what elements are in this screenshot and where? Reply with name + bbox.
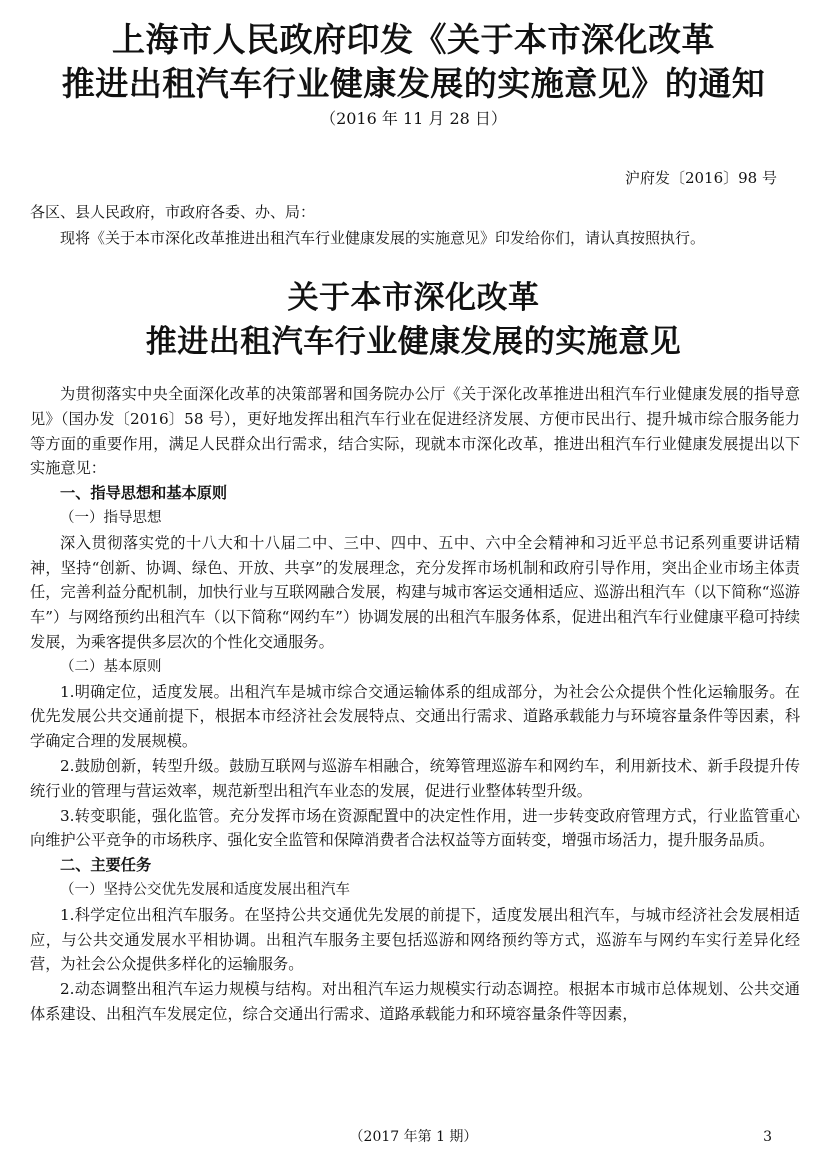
opinion-title-line2: 推进出租汽车行业健康发展的实施意见 [145,324,682,360]
body-paragraph: 1.明确定位，适度发展。出租汽车是城市综合交通运输体系的组成部分，为社会公众提供个性化运输服务。在优先发展公共交通前提下，根据本市经济社会发展特点、交通出行需求、道路承载能力与环境容量条件等因素，科学确定合理的发展规模。 [30,682,800,751]
section-heading: 二、主要任务 [60,856,152,875]
opinion-body [30,382,800,1027]
body-paragraph: 1.科学定位出租汽车服务。在坚持公共交通优先发展的前提下，适度发展出租汽车，与城市经济社会发展相适应，与公共交通发展水平相协调。出租汽车服务主要包括巡游和网络预约等方式，巡游车与网约车实行差异化经营，为社会公众提供多样化的运输服务。 [30,905,800,974]
addressee: 各区、县人民政府，市政府各委、办、局： [30,203,316,221]
opinion-title-line1: 关于本市深化改革 [287,280,540,316]
body-paragraph: 3.转变职能，强化监管。充分发挥市场在资源配置中的决定性作用，进一步转变政府管理方式，行业监管重心向维护公平竞争的市场秩序、强化安全监管和保障消费者合法权益等方面转变，增强市场活力，提升服务品质。 [30,806,800,850]
footer-page-number: 3 [763,1129,772,1145]
subsection-heading: （二）基本原则 [60,658,162,675]
body-paragraph: 2.动态调整出租汽车运力规模与结构。对出租汽车运力规模实行动态调控。根据本市城市总体规划、公共交通体系建设、出租汽车发展定位，综合交通出行需求、道路承载能力和环境容量条件等因素， [30,980,800,1023]
body-paragraph: 为贯彻落实中央全面深化改革的决策部署和国务院办公厅《关于深化改革推进出租汽车行业健康发展的指导意见》（国办发〔2016〕58 号），更好地发挥出租汽车行业在促进经济发展、方便市民出行、提升城市综合服务能力等方面的重要作用，满足人民群众出行需求，结合实际，现就本市深化改革，推进出租汽车行业健康发展提出以下实施意见： [30,385,800,478]
subsection-heading: （一）坚持公交优先发展和适度发展出租汽车 [60,881,350,898]
notice-title-line1: 上海市人民政府印发《关于本市深化改革 [112,20,715,59]
notice-date: （2016 年 11 月 28 日） [320,109,507,128]
section-heading: 一、指导思想和基本原则 [60,484,228,503]
footer-issue: （2017 年第 1 期） [349,1129,478,1145]
body-paragraph: 深入贯彻落实党的十八大和十八届二中、三中、四中、五中、六中全会精神和习近平总书记系列重要讲话精神，坚持“创新、协调、绿色、开放、共享”的发展理念，充分发挥市场机制和政府引导作用，突出企业市场主体责任，完善利益分配机制，加快行业与互联网融合发展，构建与城市客运交通相适应、巡游出租汽车（以下简称“巡游车”）与网络预约出租汽车（以下简称“网约车”）协调发展的出租汽车服务体系，促进出租汽车行业健康平稳可持续发展，为乘客提供多层次的个性化交通服务。 [30,533,800,651]
subsection-heading: （一）指导思想 [60,509,162,526]
body-paragraph: 2.鼓励创新，转型升级。鼓励互联网与巡游车相融合，统筹管理巡游车和网约车，利用新技术、新手段提升传统行业的管理与营运效率，规范新型出租汽车业态的发展，促进行业整体转型升级。 [30,756,800,800]
document-number: 沪府发〔2016〕98 号 [624,169,777,187]
notice-instruction: 现将《关于本市深化改革推进出租汽车行业健康发展的实施意见》印发给你们，请认真按照执行。 [60,229,706,247]
notice-title-line2: 推进出租汽车行业健康发展的实施意见》的通知 [61,64,766,103]
